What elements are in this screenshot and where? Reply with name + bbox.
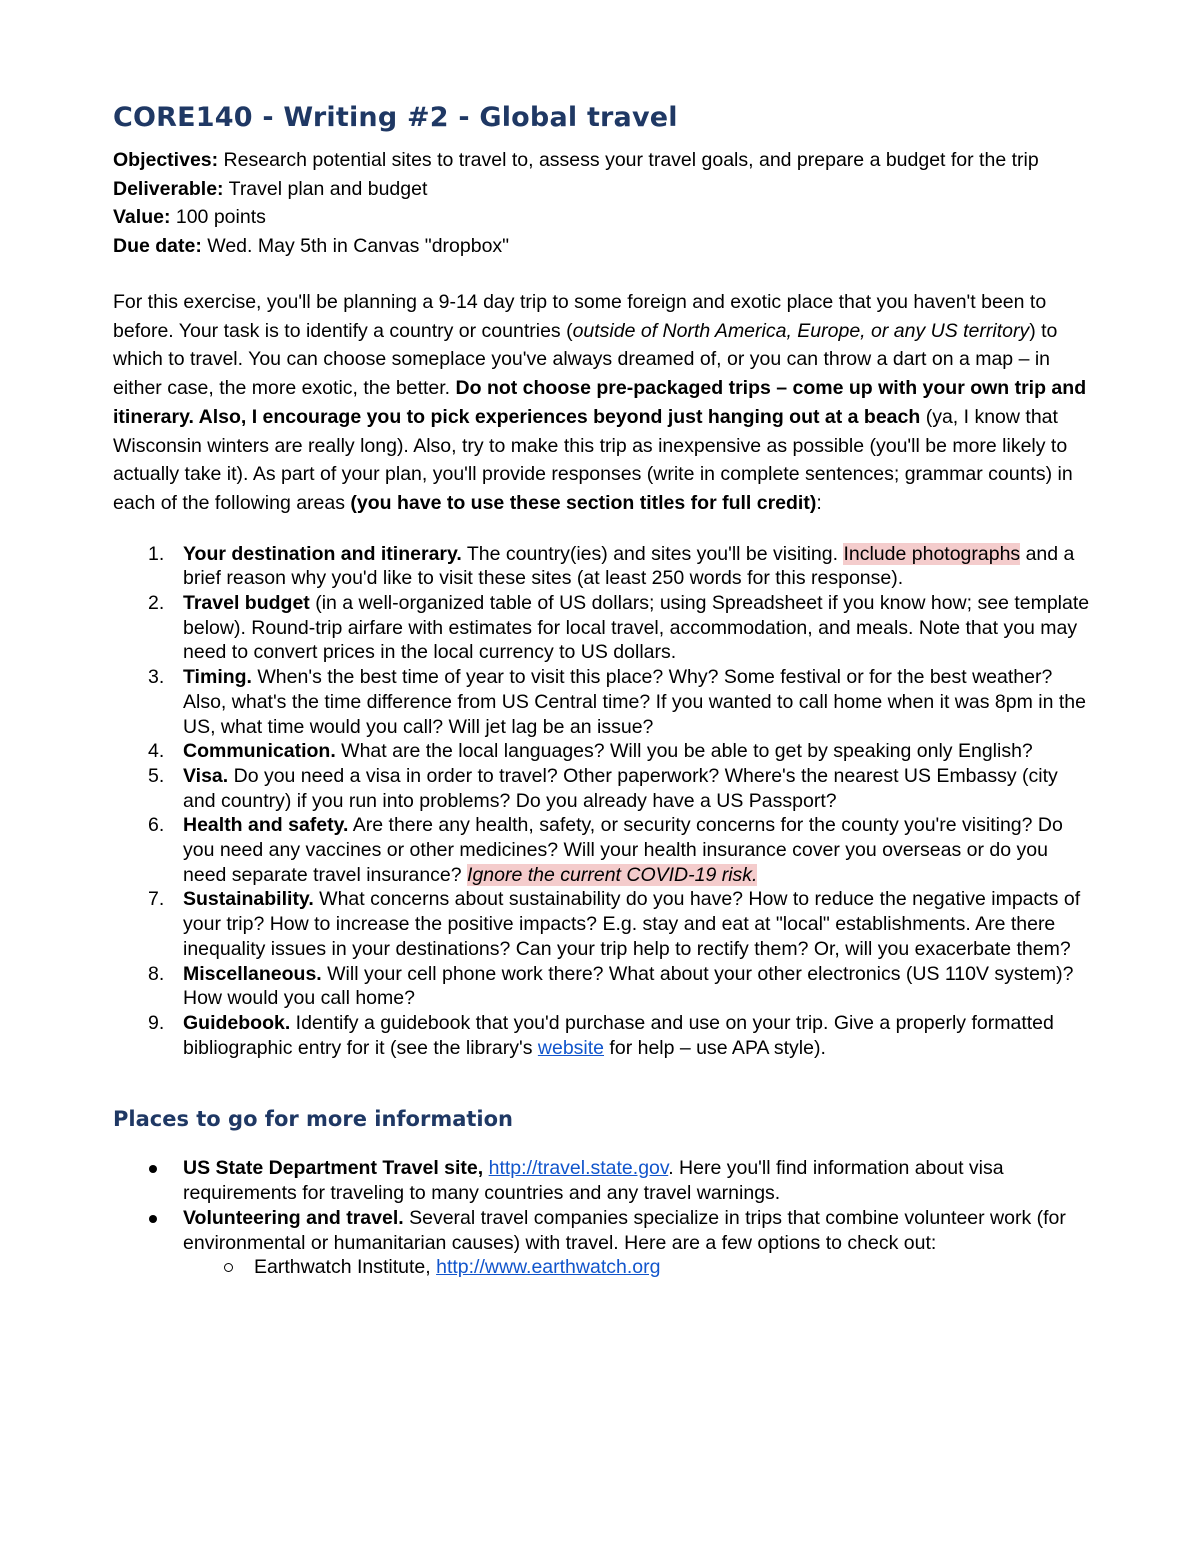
item-text: Will your cell phone work there? What about your other electronics (US 110V system)? How would you call home? [183, 962, 1074, 1010]
list-number: 6. [148, 814, 165, 837]
objectives-text: Research potential sites to travel to, assess your travel goals, and prepare a budget for the trip [218, 149, 1039, 171]
volunteer-options-list [183, 1255, 1093, 1280]
item-label: Miscellaneous. [183, 962, 322, 985]
item-text-after: and a brief reason why you'd like to visit these sites (at least 250 words for this response). [183, 542, 1075, 590]
highlighted-text: Include photographs [843, 542, 1021, 565]
more-info-heading: Places to go for more information [113, 1107, 513, 1132]
item-text: When's the best time of year to visit this place? Why? Some festival or for the best weather? Also, what's the time difference from US Central time? If you wanted to call home when it was 8pm in the US, what time would you call? Will jet lag be an issue? [183, 666, 1086, 738]
intro-text-1: For this exercise, you'll be planning a 9-14 day trip to some foreign and exotic place that you haven't been to before. Your task is to identify a country or countries ( [113, 291, 1047, 342]
bullet-icon [149, 1215, 157, 1223]
document-content [113, 98, 1093, 1280]
item-label: Guidebook. [183, 1011, 291, 1034]
list-number: 9. [148, 1011, 165, 1034]
item-text: What are the local languages? Will you be able to get by speaking only English? [335, 740, 1033, 763]
intro-text-3: (ya, I know that Wisconsin winters are really long). Also, try to make this trip as inexpensive as possible (you'll be more likely to actually take it). As part of your plan, you'll provide responses (write in complete sentences; grammar counts) in each of the following areas [113, 405, 1073, 514]
list-number: 5. [148, 764, 165, 787]
objectives-line [113, 146, 1093, 175]
page-title: CORE140 - Writing #2 - Global travel [113, 102, 678, 133]
highlighted-italic-text: Ignore the current COVID-19 risk. [467, 863, 758, 886]
list-item [113, 962, 1093, 1011]
list-number: 3. [148, 666, 165, 689]
item-text: (in a well-organized table of US dollars; using Spreadsheet if you know how; see template below). Round-trip airfare with estimates for local travel, accommodation, and meals. Note that you may need to convert prices in the local currency to US dollars. [183, 592, 1090, 664]
item-label: Travel budget [183, 592, 310, 615]
list-item [113, 887, 1093, 961]
value-label: Value: [113, 206, 171, 228]
list-item [113, 542, 1093, 591]
intro-bold-2: (you have to use these section titles for full credit) [350, 491, 817, 514]
intro-bold-1: Do not choose pre-packaged trips – come up with your own trip and itinerary. Also, I encourage you to pick experiences beyond just hanging out at a beach [113, 377, 1087, 428]
due-date-text: Wed. May 5th in Canvas "dropbox" [201, 234, 510, 257]
item-text: Identify a guidebook that you'd purchase and use on your trip. Give a properly formatted bibliographic entry for it (see the library's [183, 1011, 1054, 1059]
item-text: Several travel companies specialize in trips that combine volunteer work (for environmental or humanitarian causes) with travel. Here are a few options to check out: [183, 1206, 1066, 1254]
list-item [113, 739, 1093, 764]
item-label: Your destination and itinerary. [183, 542, 462, 565]
deliverable-line [113, 175, 1093, 204]
list-number: 8. [148, 962, 165, 985]
bullet-icon [149, 1165, 157, 1173]
value-text: 100 points [170, 206, 266, 228]
list-number: 2. [148, 592, 165, 615]
item-label: Sustainability. [183, 888, 314, 911]
list-item [113, 813, 1093, 887]
item-text: . Here you'll find information about visa requirements for traveling to many countries and any travel warnings. [183, 1157, 1004, 1205]
item-text: What concerns about sustainability do you have? How to reduce the negative impacts of your trip? How to increase the positive impacts? E.g. stay and eat at "local" establishments. Are there inequality issues in your destinations? Can your trip help to rectify them? Or, will you exacerbate them? [183, 888, 1081, 960]
item-text: Earthwatch Institute, [254, 1256, 437, 1279]
objectives-label: Objectives: [113, 149, 219, 171]
list-number: 4. [148, 740, 165, 763]
assignment-meta [113, 146, 1093, 260]
item-text: Do you need a visa in order to travel? Other paperwork? Where's the nearest US Embassy (city and country) if you run into problems? Do you already have a US Passport? [183, 764, 1058, 812]
list-item [113, 1156, 1093, 1205]
earthwatch-link[interactable]: http://www.earthwatch.org [436, 1256, 661, 1279]
item-label: Health and safety. [183, 814, 349, 837]
item-label: Visa. [183, 764, 229, 787]
list-item [113, 591, 1093, 665]
item-text: The country(ies) and sites you'll be visiting. [461, 542, 844, 565]
state-travel-link[interactable]: http://travel.state.gov [488, 1157, 669, 1180]
list-number: 7. [148, 888, 165, 911]
response-areas-list [113, 542, 1093, 1061]
library-website-link[interactable]: website [537, 1036, 605, 1059]
deliverable-text: Travel plan and budget [223, 177, 428, 200]
item-label: Timing. [183, 666, 252, 689]
item-label: Volunteering and travel. [183, 1206, 404, 1229]
intro-paragraph [113, 288, 1093, 518]
list-item [113, 764, 1093, 813]
intro-text-end: : [816, 491, 822, 514]
list-number: 1. [148, 542, 165, 565]
circle-bullet-icon [224, 1263, 233, 1272]
more-info-list [113, 1156, 1093, 1280]
list-item [113, 665, 1093, 739]
list-item [113, 1206, 1093, 1280]
due-date-line [113, 232, 1093, 261]
item-label: US State Department Travel site, [183, 1157, 484, 1180]
list-item [183, 1255, 1093, 1280]
item-text-after: for help – use APA style). [604, 1036, 826, 1059]
item-text: Are there any health, safety, or security concerns for the county you're visiting? Do you need any vaccines or other medicines? Will your health insurance cover you overseas or do you need separate travel insurance? [183, 814, 1063, 886]
deliverable-label: Deliverable: [113, 177, 224, 200]
intro-italic: outside of North America, Europe, or any US territory [572, 319, 1030, 342]
item-label: Communication. [183, 740, 336, 763]
intro-text-2: ) to which to travel. You can choose someplace you've always dreamed of, or you can throw a dart on a map – in either case, the more exotic, the better. [113, 319, 1058, 400]
due-date-label: Due date: [113, 234, 202, 257]
list-item [113, 1011, 1093, 1060]
value-line [113, 203, 1093, 232]
